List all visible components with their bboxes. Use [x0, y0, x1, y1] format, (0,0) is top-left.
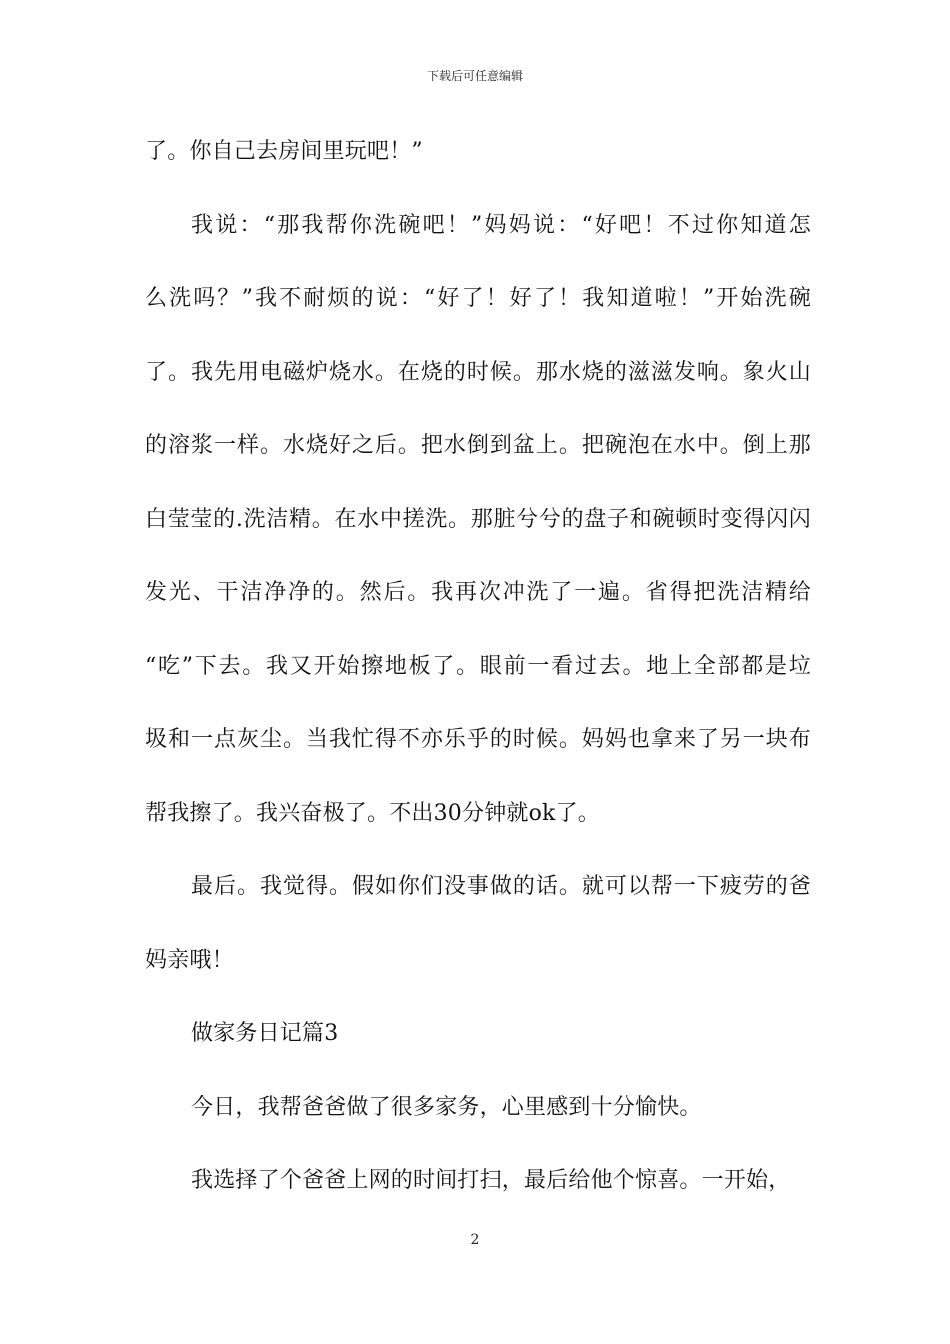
- text-line: 了。你自己去房间里玩吧！”: [145, 139, 423, 164]
- text-line: 了。我先用电磁炉烧水。在烧的时候。那水烧的滋滋发响。象火山: [145, 359, 811, 385]
- text-line: 我说：“那我帮你洗碗吧！”妈妈说：“好吧！不过你知道怎: [191, 212, 811, 238]
- text-line: “吃”下去。我又开始擦地板了。眼前一看过去。地上全部都是垃: [145, 653, 811, 679]
- page-number: 2: [470, 1232, 480, 1248]
- text-line: 么洗吗？”我不耐烦的说：“好了！好了！我知道啦！”开始洗碗: [145, 286, 811, 311]
- section-heading: 做家务日记篇3: [191, 1021, 339, 1046]
- text-line: 白莹莹的.洗洁精。在水中搓洗。那脏兮兮的盘子和碗顿时变得闪闪: [145, 506, 811, 532]
- text-line: 的溶浆一样。水烧好之后。把水倒到盆上。把碗泡在水中。倒上那: [145, 433, 811, 458]
- text-line: 最后。我觉得。假如你们没事做的话。就可以帮一下疲劳的爸: [191, 874, 811, 899]
- page-header: 下载后可任意编辑: [426, 69, 523, 83]
- text-line: 发光、干洁净净的。然后。我再次冲洗了一遍。省得把洗洁精给: [145, 580, 811, 605]
- text-line: 妈亲哦！: [145, 947, 234, 973]
- text-line: 帮我擦了。我兴奋极了。不出30分钟就ok了。: [145, 800, 600, 826]
- text-line: 今日，我帮爸爸做了很多家务，心里感到十分愉快。: [191, 1094, 702, 1120]
- document-body: [145, 130, 811, 1233]
- text-line: 圾和一点灰尘。当我忙得不亦乐乎的时候。妈妈也拿来了另一块布: [145, 727, 811, 752]
- text-line: 我选择了个爸爸上网的时间打扫，最后给他个惊喜。一开始，: [191, 1168, 791, 1193]
